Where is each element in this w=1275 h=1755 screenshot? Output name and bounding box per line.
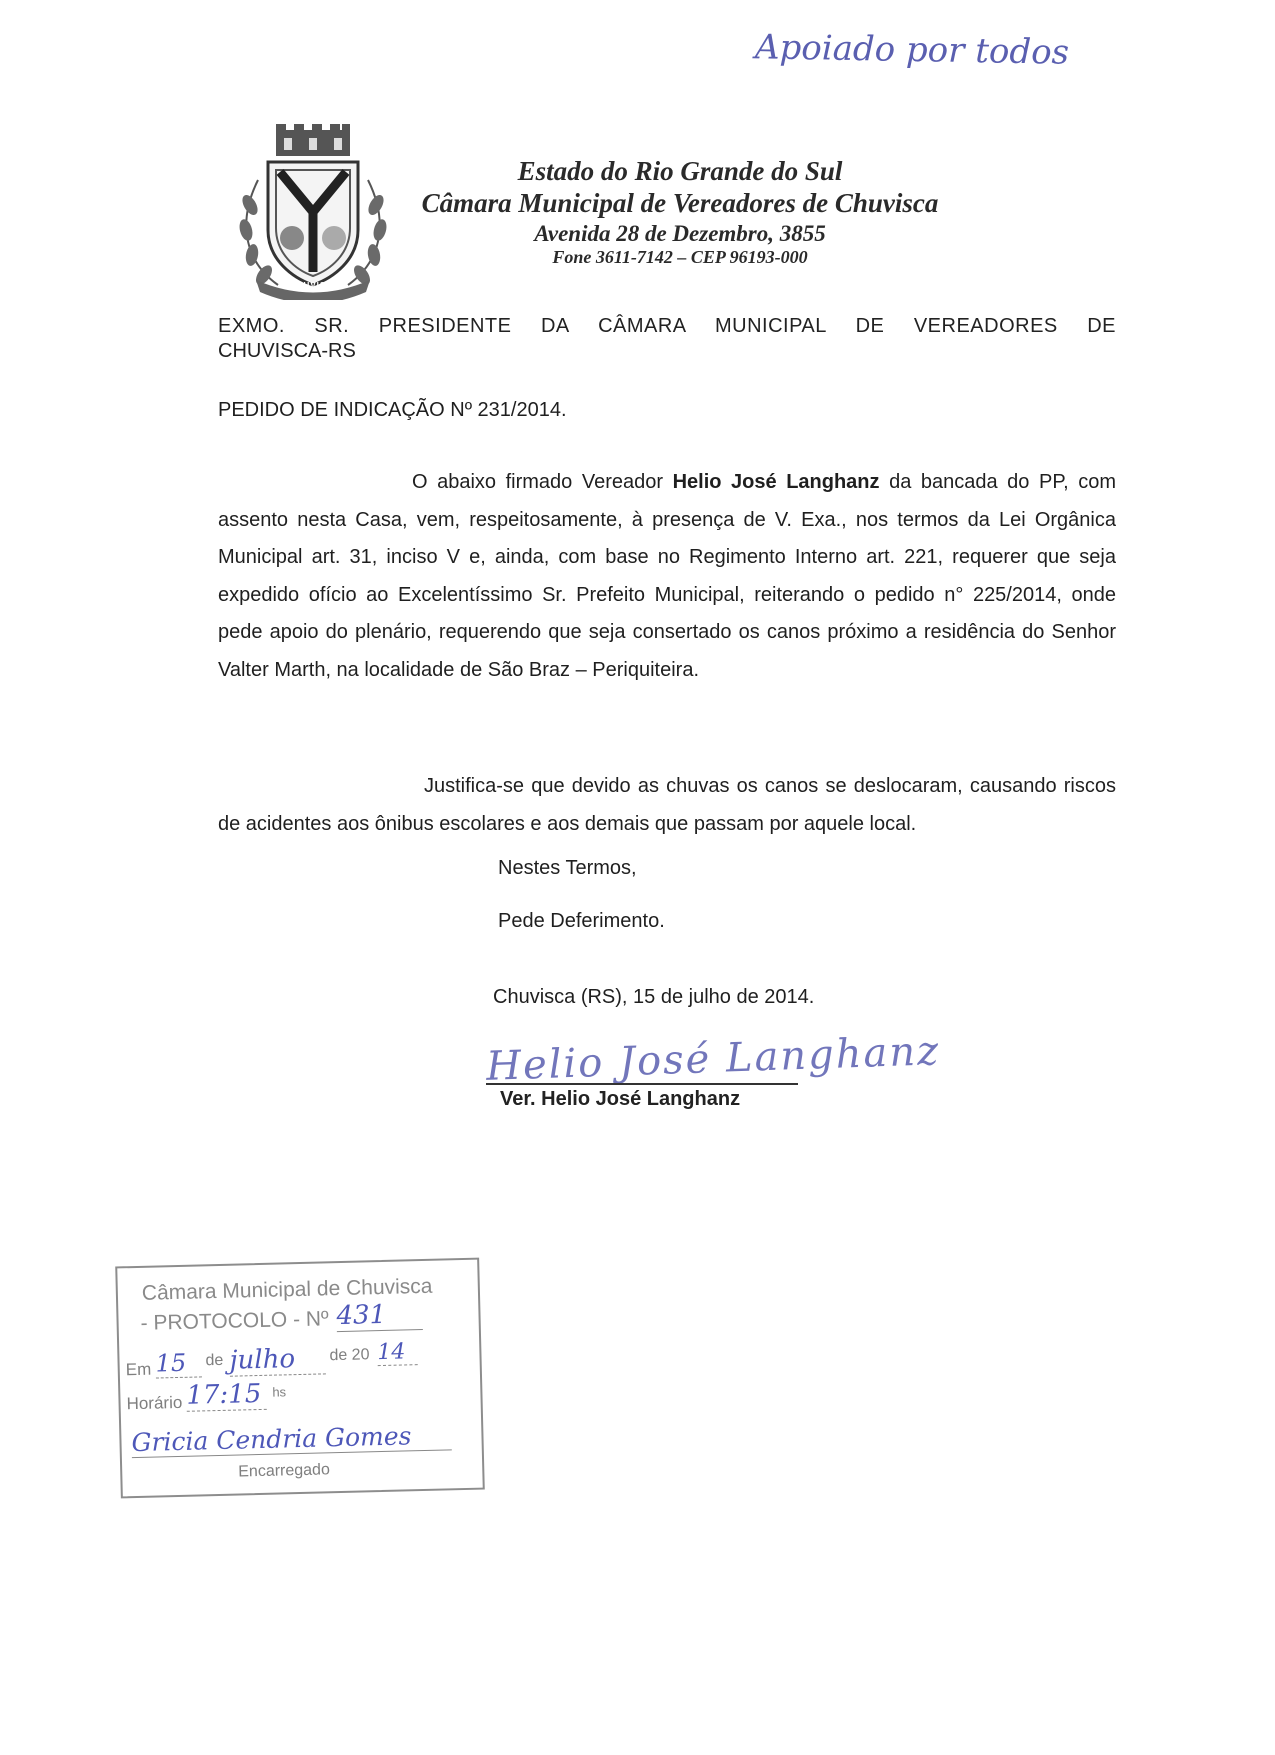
stamp-year-label: de 20 — [329, 1346, 370, 1365]
municipal-coat-of-arms — [228, 120, 398, 300]
stamp-em-label: Em — [125, 1359, 152, 1380]
stamp-month: julho — [229, 1343, 326, 1376]
stamp-title: Câmara Municipal de Chuvisca — [141, 1274, 433, 1305]
signatory-name: Ver. Helio José Langhanz — [500, 1088, 741, 1110]
stamp-time-suffix: hs — [272, 1384, 287, 1400]
request-number: PEDIDO DE INDICAÇÃO Nº 231/2014. — [218, 399, 567, 421]
body-p1-rest: da bancada do PP, com assento nesta Casa, vem, respeitosamente, à presença de V. Exa., nos termos da Lei Orgânica Municipal art. 31, inciso V e, ainda, com base no Regimento Interno art. 221, requerer que seja expedido ofício ao Excelentíssimo Sr. Prefeito Municipal, reiterando o pedido n° 225/2014, onde pede apoio do plenário, requerendo que seja consertado os canos próximo a residência do Senhor Valter Marth, na localidade de São Braz – Periquiteira. — [218, 471, 1116, 681]
signature-underline — [486, 1083, 798, 1085]
closing-terms: Nestes Termos, — [498, 857, 637, 879]
body-p1-start: O abaixo firmado Vereador — [412, 471, 673, 493]
stamp-day: 15 — [155, 1348, 202, 1378]
handwritten-signature: Helio José Langhanz — [485, 1028, 941, 1090]
coat-of-arms-icon — [228, 120, 398, 300]
closing-request: Pede Deferimento. — [498, 910, 665, 932]
emblem-ribbon-label: CHUVISCA — [290, 281, 340, 290]
councilor-name: Helio José Langhanz — [672, 471, 880, 493]
protocol-stamp — [115, 1258, 485, 1499]
stamp-time-label: Horário — [126, 1392, 183, 1414]
justification-text: Justifica-se que devido as chuvas os canos se deslocaram, causando riscos de acidentes aos ônibus escolares e aos demais que passam por aquele local. — [218, 775, 1116, 835]
letterhead-address: Avenida 28 de Dezembro, 3855 — [534, 220, 826, 246]
stamp-time: 17:15 — [186, 1379, 267, 1412]
letterhead — [400, 155, 960, 269]
letterhead-phone: Fone 3611-7142 – CEP 96193-000 — [552, 247, 808, 268]
addressee — [218, 314, 1116, 364]
body-paragraph-1 — [218, 464, 1116, 689]
body-paragraph-2 — [218, 768, 1116, 843]
handwritten-annotation: Apoiado por todos — [754, 27, 1070, 73]
stamp-year: 14 — [377, 1339, 418, 1366]
stamp-clerk-signature: Gricia Cendria Gomes — [131, 1420, 452, 1458]
stamp-clerk-role: Encarregado — [238, 1461, 331, 1481]
stamp-de-label: de — [205, 1351, 224, 1370]
letterhead-chamber: Câmara Municipal de Vereadores de Chuvisca — [421, 188, 939, 219]
stamp-protocol-label: - PROTOCOLO - Nº — [140, 1307, 329, 1335]
addressee-line-1: EXMO. SR. PRESIDENTE DA CÂMARA MUNICIPAL DE VEREADORES DE — [218, 315, 1116, 337]
addressee-line-2: CHUVISCA-RS — [218, 340, 356, 362]
stamp-protocol-number: 431 — [336, 1299, 423, 1332]
place-and-date: Chuvisca (RS), 15 de julho de 2014. — [493, 986, 815, 1008]
letterhead-state: Estado do Rio Grande do Sul — [517, 156, 843, 186]
